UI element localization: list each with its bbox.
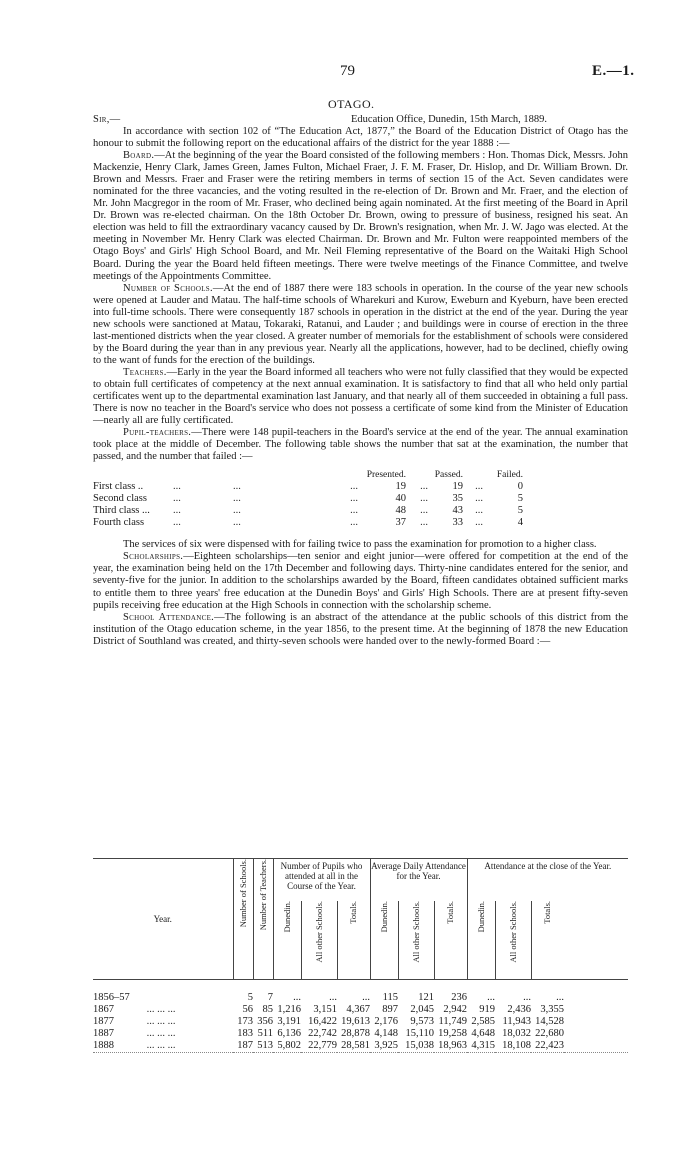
leader-dots: ... [233, 517, 241, 529]
dunedin-label: Dunedin. [281, 901, 292, 933]
teachers-col-header [253, 859, 273, 980]
pupils-dunedin-value: 1,216 [277, 1004, 301, 1015]
teachers-text: —Early in the year the Board informed all teachers who were not fully classified that they would be expected to obtain full certificates of competency at the next annual examination. It is satisfactory to find that all who held only partial certificates went up to the departmental examination last January, and that nearly all of them succeeded in obtaining a full pass. There is now no teacher in the Board's service who does not possess a certificate of some kind from the Minister of Education—nearly all are fully certificated. [93, 366, 628, 427]
dunedin-subheader [273, 901, 301, 980]
pupils-other-value: 3,151 [313, 1004, 337, 1015]
dunedin-subheader [370, 901, 398, 980]
class-label: Third class ... [93, 505, 150, 517]
close-dunedin-value: 2,585 [471, 1016, 496, 1027]
close-dunedin-value: 4,648 [471, 1028, 496, 1039]
leader-dots: ... [475, 493, 483, 505]
failed-value: 0 [517, 481, 523, 493]
close-attendance-group: Attendance at the close of the Year. [467, 859, 628, 902]
close-total-value: 14,528 [535, 1016, 565, 1027]
row-spacer [564, 1040, 628, 1053]
totals-label: Totals. [542, 901, 553, 924]
close-other-value: 11,943 [502, 1016, 532, 1027]
class-label: Second class [93, 493, 147, 505]
avg-other-value: 2,045 [410, 1004, 435, 1015]
failed-header: Failed. [496, 470, 523, 481]
totals-subheader [337, 901, 370, 980]
pupils-other-value: ... [329, 992, 337, 1003]
presented-value: 48 [395, 505, 406, 517]
other-schools-subheader [495, 901, 531, 980]
table-row [93, 1028, 628, 1040]
leader-dots: ... [173, 493, 181, 505]
presented-value: 37 [395, 517, 406, 529]
leader-dots: ... ... ... [146, 1016, 176, 1027]
leader-dots: ... [233, 493, 241, 505]
presented-header: Presented. [366, 470, 406, 481]
pupils-dunedin-value: 6,136 [277, 1028, 301, 1039]
year-cell [93, 1016, 233, 1028]
avg-total-value: 19,258 [438, 1028, 468, 1039]
year-value: 1888 [93, 1040, 114, 1051]
table-row [93, 992, 628, 1004]
leader-dots: ... [173, 517, 181, 529]
services-paragraph: The services of six were dispensed with for failing twice to pass the examination for promotion to a higher class. [123, 539, 597, 551]
row-spacer [564, 1004, 628, 1016]
pupil-teacher-table [93, 469, 628, 529]
pupils-attended-group: Number of Pupils who attended at all in the Course of the Year. [273, 859, 370, 902]
pupils-other-value: 16,422 [308, 1016, 337, 1027]
avg-total-value: 11,749 [438, 1016, 468, 1027]
avg-other-value: 121 [418, 992, 435, 1003]
scholarships-paragraph [93, 551, 628, 611]
board-heading: Board. [123, 150, 155, 162]
class-label: Fourth class [93, 517, 145, 529]
avg-dunedin-value: 115 [382, 992, 399, 1003]
avg-other-value: 15,038 [398, 1040, 434, 1053]
leader-dots: ... [173, 505, 181, 517]
close-other-value: 2,436 [507, 1004, 532, 1015]
presented-value: 19 [395, 481, 406, 493]
close-dunedin-value: 4,315 [467, 1040, 495, 1053]
schools-col-header [233, 859, 253, 980]
table-row [93, 1004, 628, 1016]
leader-dots: ... [350, 505, 358, 517]
passed-header: Passed. [434, 470, 463, 481]
schools-value: 56 [242, 1004, 253, 1015]
other-schools-label: All other Schools. [313, 901, 324, 963]
row-spacer [564, 1016, 628, 1028]
leader-dots: ... [420, 505, 428, 517]
scholarships-text: —Eighteen scholarships—ten senior and eight junior—were offered for competition at the end of the year, the examination being held on the 17th December and following days. Thirty-nine candidates entered for the senior, and seventy-five for the junior. In addition to the scholarships awarded by the Board, fifteen candidates obtained sufficient marks to entitle them to three years' free education at the Dunedin Boys' and Girls' High Schools. There are at present fifty-seven pupils receiving free education at the High Schools in connection with the scholarship scheme. [93, 551, 628, 611]
attendance-table [93, 858, 628, 1053]
pupil-row [93, 505, 523, 517]
avg-total-value: 2,942 [443, 1004, 468, 1015]
avg-total-value: 236 [451, 992, 468, 1003]
schools-value: 183 [237, 1028, 253, 1039]
schools-col-label: Number of Schools. [237, 859, 248, 928]
class-label: First class .. [93, 481, 144, 493]
header-spacer [564, 901, 628, 980]
pupils-total-value: 4,367 [346, 1004, 371, 1015]
pupils-dunedin-value: ... [293, 992, 301, 1003]
row-spacer [564, 992, 628, 1004]
avg-total-value: 18,963 [434, 1040, 467, 1053]
table-row [93, 1016, 628, 1028]
year-cell [93, 1004, 233, 1016]
pupil-teachers-heading: Pupil-teachers. [123, 427, 192, 439]
average-attendance-group: Average Daily Attendance for the Year. [370, 859, 467, 902]
failed-value: 5 [517, 505, 523, 517]
year-value: 1887 [93, 1028, 114, 1039]
year-value: 1877 [93, 1016, 114, 1027]
schools-paragraph [93, 283, 628, 367]
year-value: 1867 [93, 1004, 114, 1015]
schools-value: 173 [237, 1016, 253, 1027]
other-schools-label: All other Schools. [410, 901, 421, 963]
year-header: Year. [93, 859, 233, 980]
teachers-heading: Teachers. [123, 366, 167, 378]
pupil-teachers-text: —There were 148 pupil-teachers in the Board's service at the end of the year. The annual examination took place at the middle of December. The following table shows the number that sat at the examination, the number that passed, and the number that failed :— [93, 427, 628, 463]
pupil-table-header [93, 469, 523, 481]
leader-dots: ... [420, 493, 428, 505]
close-total-value: 3,355 [540, 1004, 565, 1015]
document-reference: E.—1. [592, 63, 635, 79]
pupils-dunedin-value: 5,802 [273, 1040, 301, 1053]
close-total-value: 22,423 [531, 1040, 564, 1053]
teachers-col-label: Number of Teachers. [257, 859, 268, 931]
attendance-paragraph [93, 612, 628, 648]
pupil-row [93, 517, 523, 529]
year-cell [93, 1028, 233, 1040]
other-schools-label: All other Schools. [507, 901, 518, 963]
attendance-text: —The following is an abstract of the attendance at the public schools of this district from the institution of the Otago education scheme, in the year 1856, to the present time. At the beginning of 1878 the new Education District of Southland was created, and thirty-seven schools were handed over to the newly-formed Board :— [93, 611, 628, 647]
pupils-total-value: 28,581 [337, 1040, 370, 1053]
leader-dots: ... ... ... [146, 1028, 176, 1039]
totals-label: Totals. [348, 901, 359, 924]
leader-dots: ... [475, 517, 483, 529]
teachers-value: 513 [253, 1040, 273, 1053]
leader-dots: ... [350, 517, 358, 529]
leader-dots: ... [233, 481, 241, 493]
board-paragraph [93, 150, 628, 283]
pupil-row [93, 481, 523, 493]
close-other-value: 18,108 [495, 1040, 531, 1053]
pupils-total-value: 28,878 [341, 1028, 371, 1039]
dunedin-label: Dunedin. [378, 901, 389, 933]
teachers-value: 7 [267, 992, 273, 1003]
close-dunedin-value: ... [487, 992, 496, 1003]
schools-text: —At the end of 1887 there were 183 schools in operation. In the course of the year new schools were opened at Lauder and Matau. The half-time schools of Wharekuri and Kurow, Eweburn and Kyeburn, have been erected into full-time schools. There were consequently 187 schools in operation in the district at the end of the year. During the year new schools were sanctioned at Matau, Tokaraki, Ratanui, and Lauder ; and buildings were in course of erection in the three last-mentioned districts when the year closed. A greater number of memorials for the establishment of schools were considered by the Board during the year than in any previous year. Nearly all the applications, however, had to be declined, chiefly owing to the want of funds for the erection of the buildings. [93, 282, 628, 366]
schools-value: 5 [247, 992, 253, 1003]
attendance-heading: School Attendance. [123, 611, 215, 623]
teachers-paragraph [93, 367, 628, 427]
board-text: —At the beginning of the year the Board consisted of the following members : Hon. Thomas Dick, Messrs. John Mackenzie, Henry Clark, James Green, James Fulton, Michael Fraer, J. F. M. Fraser, Dr. Hislop, and Dr. William Brown. Dr. Brown and Messrs. Fraer and Fraser were the retiring members in terms of section 15 of the Act. Seven candidates were nominated for the three vacancies, and the voting resulted in the re-election of Dr. Brown and Mr. Fraer, and the election of Mr. John Macgregor in the room of Mr. Fraser, who declined being again nominated. At the first meeting of the Board in April Dr. Brown was re-elected chairman. On the 18th October Dr. Brown, owing to pressure of business, resigned his seat. An election was held to fill the extraordinary vacancy caused by Dr. Brown's resignation, when Mr. J. W. Jago was elected. At the meeting in November Mr. Henry Clark was elected Chairman. Dr. Brown and Mr. Fulton were reappointed members of the Otago Boys' and Girls' High School Board, and Mr. Neil Fleming representative of the Board on the Waitaki High School Board. During the year the Board held fifteen meetings. There were twelve meetings of the Finance Committee, and twelve meetings of the Appointments Committee. [93, 150, 628, 282]
schools-heading: Number of Schools. [123, 282, 213, 294]
leader-dots: ... [173, 481, 181, 493]
dunedin-subheader [467, 901, 495, 980]
close-total-value: ... [556, 992, 565, 1003]
teachers-value: 356 [257, 1016, 273, 1027]
passed-value: 19 [452, 481, 463, 493]
avg-dunedin-value: 897 [382, 1004, 399, 1015]
other-schools-subheader [398, 901, 434, 980]
leader-dots: ... ... ... [146, 1004, 176, 1015]
pupils-dunedin-value: 3,191 [277, 1016, 301, 1027]
passed-value: 35 [452, 493, 463, 505]
leader-dots: ... [350, 493, 358, 505]
close-total-value: 22,680 [535, 1028, 565, 1039]
pupils-other-value: 22,779 [301, 1040, 337, 1053]
scholarships-heading: Scholarships. [123, 551, 184, 563]
leader-dots: ... [475, 481, 483, 493]
dunedin-label: Dunedin. [475, 901, 486, 933]
table-row [93, 1040, 628, 1053]
leader-dots: ... [420, 481, 428, 493]
leader-dots: ... [475, 505, 483, 517]
passed-value: 43 [452, 505, 463, 517]
row-spacer [564, 1028, 628, 1040]
schools-value: 187 [233, 1040, 253, 1053]
intro-paragraph: In accordance with section 102 of “The Education Act, 1877,” the Board of the Education District of Otago has the honour to submit the following report on the educational affairs of the district for the year 1888 :— [93, 126, 628, 150]
report-body [93, 126, 628, 648]
avg-dunedin-value: 3,925 [370, 1040, 398, 1053]
failed-value: 5 [517, 493, 523, 505]
teachers-value: 511 [257, 1028, 273, 1039]
pupil-teachers-paragraph [93, 427, 628, 463]
pupil-row [93, 493, 523, 505]
dateline: Education Office, Dunedin, 15th March, 1889. [351, 114, 548, 125]
avg-other-value: 9,573 [410, 1016, 435, 1027]
leader-dots: ... ... ... [146, 1040, 176, 1051]
year-cell [93, 992, 233, 1004]
avg-dunedin-value: 2,176 [374, 1016, 399, 1027]
failed-value: 4 [517, 517, 523, 529]
close-dunedin-value: 919 [479, 1004, 496, 1015]
year-cell [93, 1040, 233, 1053]
totals-subheader [531, 901, 564, 980]
year-value: 1856–57 [93, 992, 130, 1003]
leader-dots: ... [350, 481, 358, 493]
avg-other-value: 15,110 [405, 1028, 435, 1039]
leader-dots: ... [233, 505, 241, 517]
salutation: Sir,— [93, 114, 121, 125]
page-number: 79 [340, 63, 355, 79]
pupils-other-value: 22,742 [308, 1028, 337, 1039]
table-spacer [93, 980, 628, 993]
place-title: OTAGO. [328, 97, 375, 111]
teachers-value: 85 [262, 1004, 273, 1015]
close-other-value: 18,032 [502, 1028, 532, 1039]
avg-dunedin-value: 4,148 [374, 1028, 399, 1039]
other-schools-subheader [301, 901, 337, 980]
totals-subheader [434, 901, 467, 980]
presented-value: 40 [395, 493, 406, 505]
pupils-total-value: ... [362, 992, 371, 1003]
pupils-total-value: 19,613 [341, 1016, 371, 1027]
close-other-value: ... [523, 992, 532, 1003]
leader-dots: ... [420, 517, 428, 529]
totals-label: Totals. [445, 901, 456, 924]
passed-value: 33 [452, 517, 463, 529]
